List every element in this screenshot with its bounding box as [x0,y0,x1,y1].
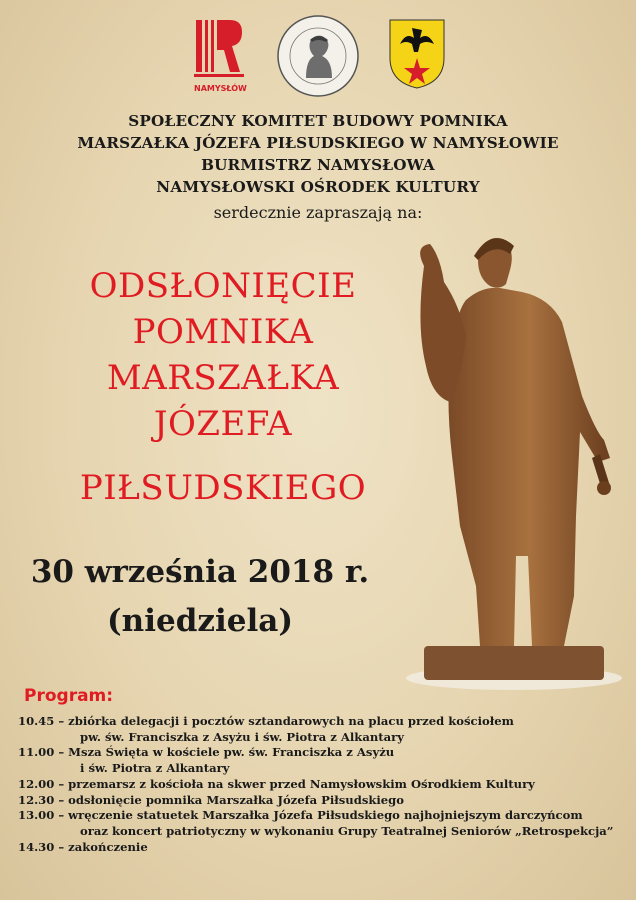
event-title-line-2: POMNIKA [132,312,314,352]
event-title-line-5: PIŁSUDSKIEGO [79,468,367,508]
program-item: 12.00 – przemarsz z kościoła na skwer przed Namysłowskim Ośrodkiem Kultury [18,776,535,791]
namyslow-logo-text: NAMYSŁÓW [194,84,247,93]
organizer-line-4: NAMYSŁOWSKI OŚRODEK KULTURY [156,178,480,196]
program-item: 14.30 – zakończenie [18,839,148,854]
event-day-of-week: (niedziela) [106,603,293,639]
program-item-continuation: i św. Piotra z Alkantary [80,761,230,776]
namyslow-coat-of-arms [388,18,446,90]
event-title-line-4: JÓZEFA [153,404,293,444]
program-item: 10.45 – zbiórka delegacji i pocztów sztandarowych na placu przed kościołem [18,714,514,728]
program-item: 12.30 – odsłonięcie pomnika Marszałka Józefa Piłsudskiego [18,792,405,807]
organizer-line-2: MARSZAŁKA JÓZEFA PIŁSUDSKIEGO W NAMYSŁOWIE [77,134,559,152]
organizer-line-1: SPOŁECZNY KOMITET BUDOWY POMNIKA [128,112,508,130]
program-item-continuation: oraz koncert patriotyczny w wykonaniu Grupy Teatralnej Seniorów „Retrospekcja” [80,823,614,838]
committee-seal [276,14,360,98]
invitation-line: serdecznie zapraszają na: [213,203,423,222]
logo-row [0,14,636,100]
program-list [18,714,630,855]
program-item: 11.00 – Msza Święta w kościele pw. św. Franciszka z Asyżu [18,745,395,760]
organizer-line-3: BURMISTRZ NAMYSŁOWA [201,156,435,174]
event-date: 30 września 2018 r. [30,554,370,590]
program-item: 13.00 – wręczenie statuetek Marszałka Józefa Piłsudskiego najhojniejszym darczyńcom [18,808,583,823]
event-title-line-1: ODSŁONIĘCIE [89,266,357,306]
program-heading: Program: [24,686,114,706]
program-item-continuation: pw. św. Franciszka z Asyżu i św. Piotra z Alkantary [80,729,404,744]
event-title-line-3: MARSZAŁKA [106,358,340,398]
